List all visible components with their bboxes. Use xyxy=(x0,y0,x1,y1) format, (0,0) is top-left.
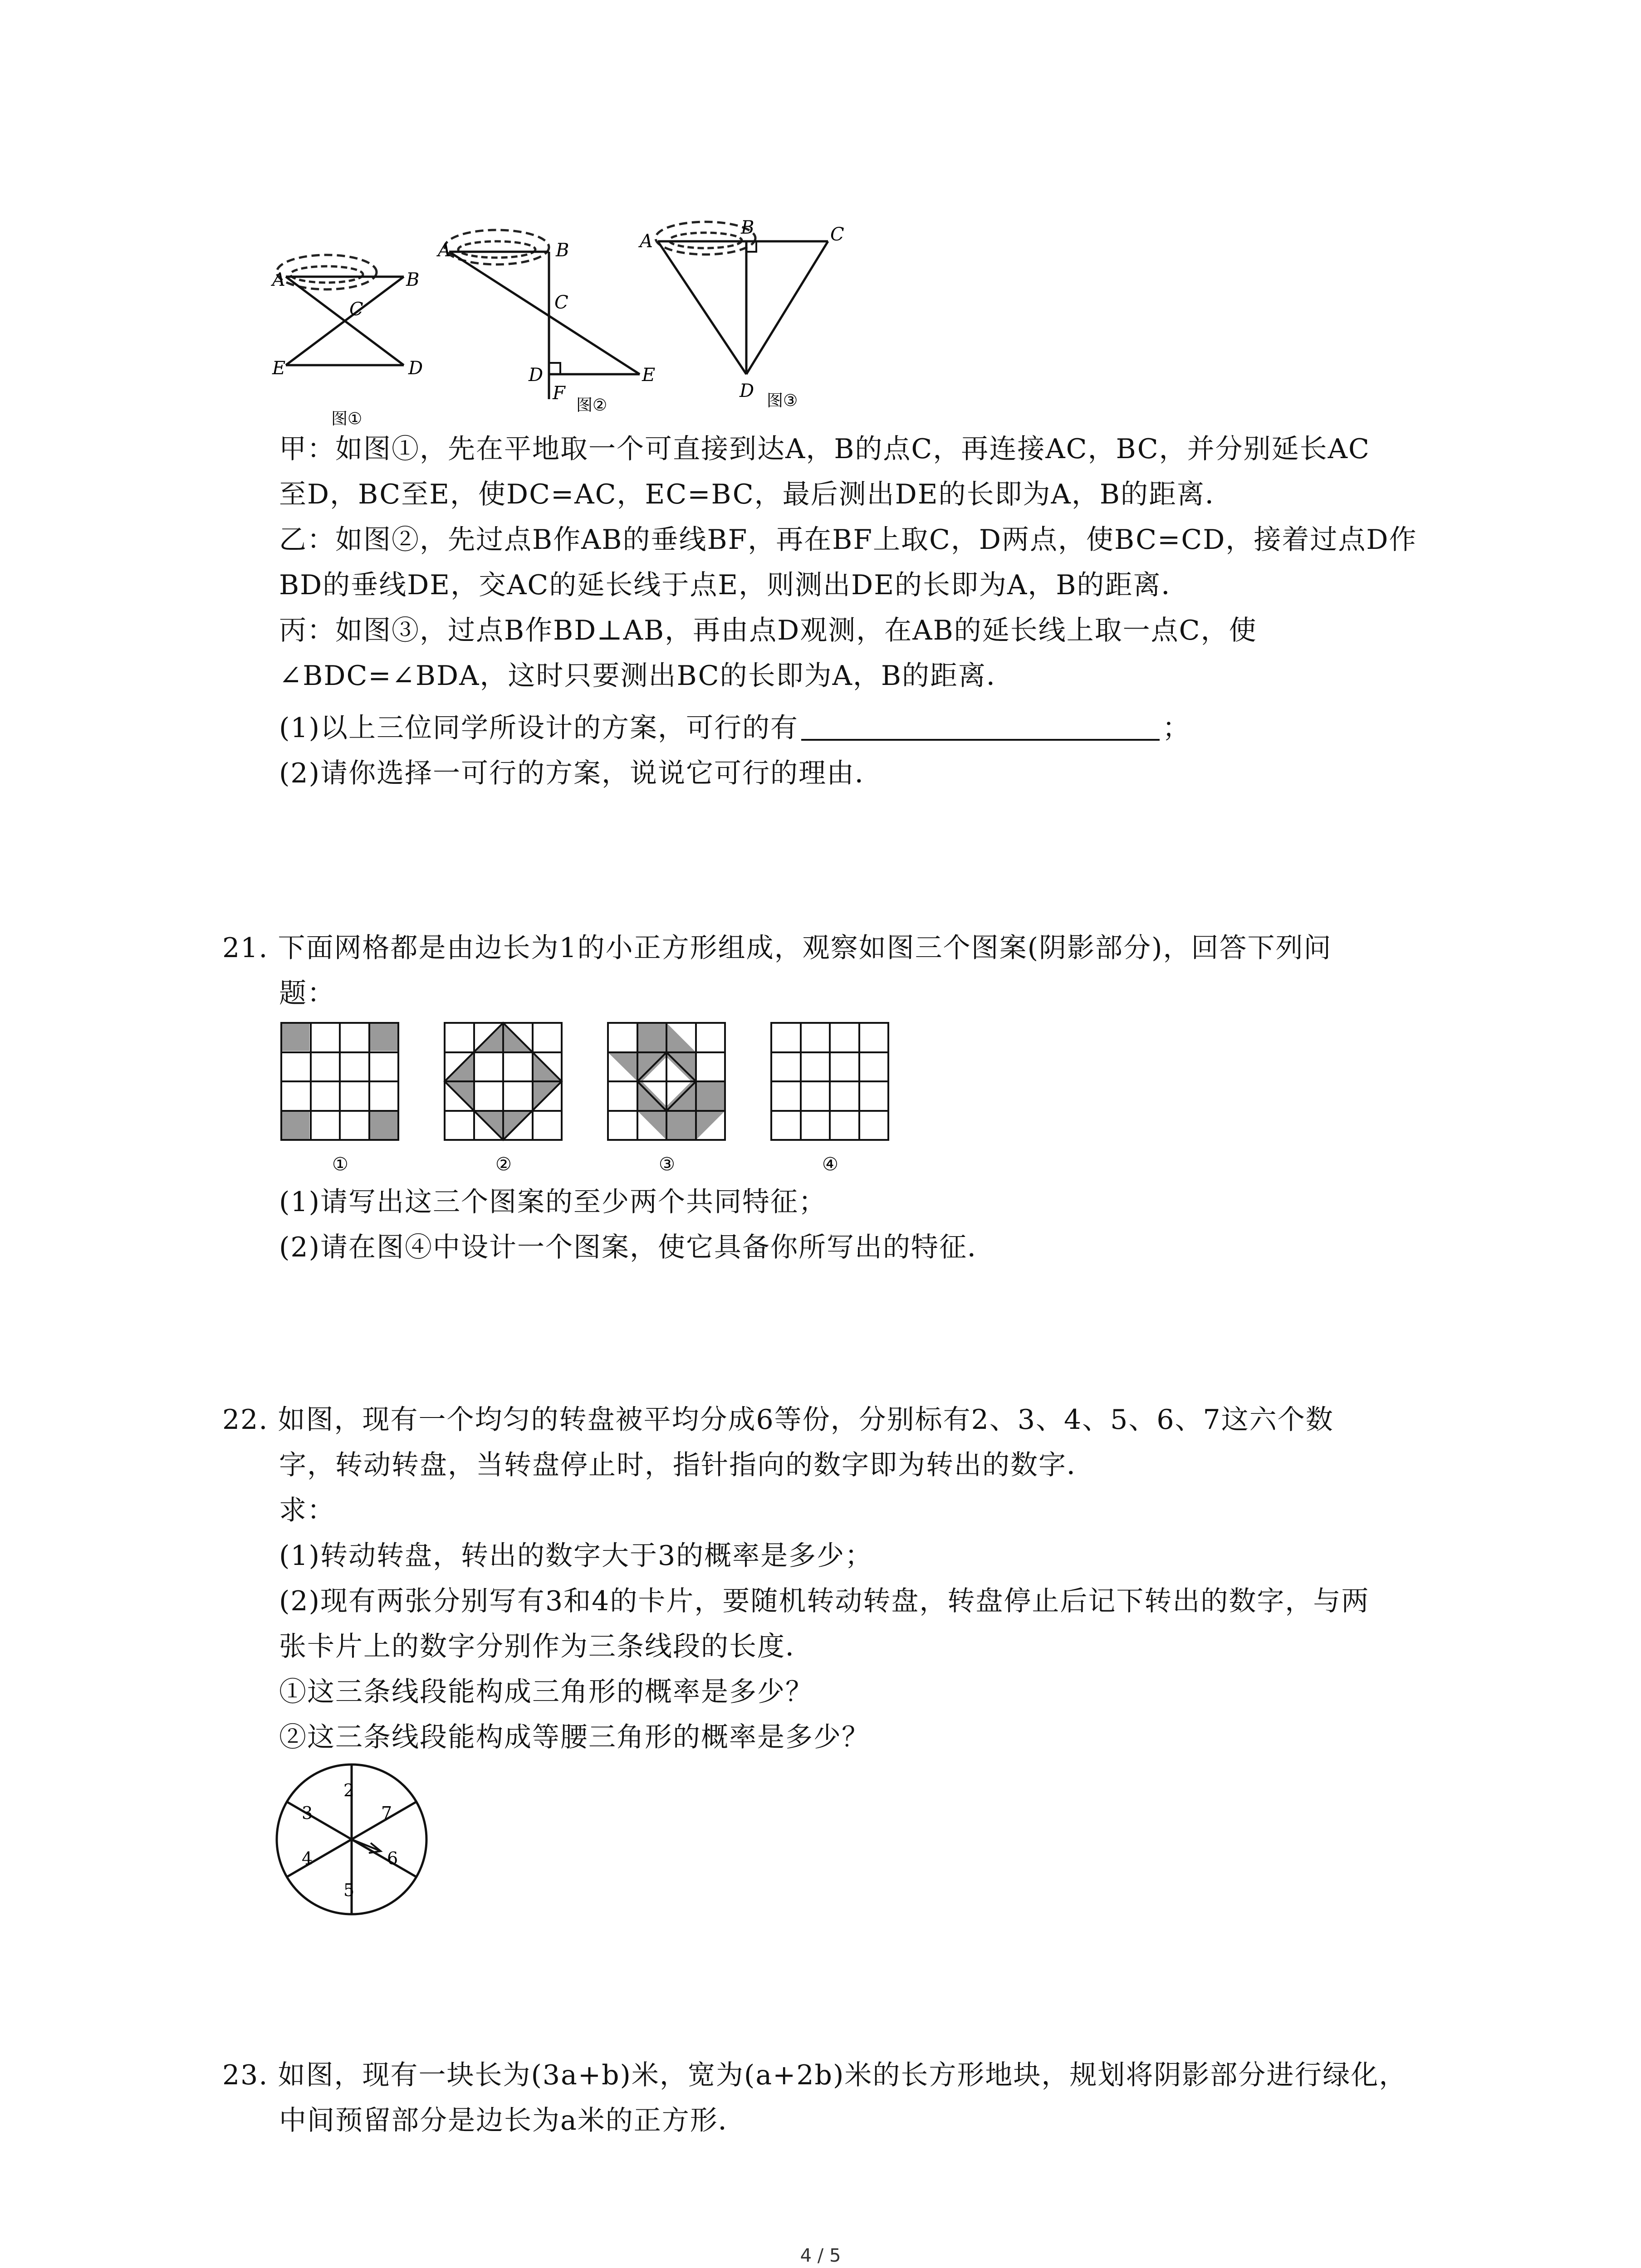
caption-fig-1: 图① xyxy=(331,410,362,428)
q20-line-2: 至D，BC至E，使DC=AC，EC=BC，最后测出DE的长即为A，B的距离． xyxy=(279,479,1233,510)
label-A: A xyxy=(640,231,653,252)
spinner-number-2: 2 xyxy=(343,1780,355,1800)
q22-line-6: 张卡片上的数字分别作为三条线段的长度． xyxy=(279,1631,813,1662)
q20-figure-2 xyxy=(436,222,671,426)
q21-sub-2: (2)请在图④中设计一个图案，使它具备你所写出的特征． xyxy=(279,1232,995,1263)
q21-caption-4: ④ xyxy=(822,1154,838,1175)
q21-sub-1: (1)请写出这三个图案的至少两个共同特征； xyxy=(279,1186,827,1218)
q20-line-5: 丙：如图③，过点B作BD⊥AB，再由点D观测，在AB的延长线上取一点C，使 xyxy=(279,615,1257,646)
q20-line-3: 乙：如图②，先过点B作AB的垂线BF，再在BF上取C，D两点，使BC=CD，接着过点D作 xyxy=(279,524,1417,556)
label-C: C xyxy=(349,299,363,320)
q22-line-4: (1)转动转盘，转出的数字大于3的概率是多少； xyxy=(279,1540,873,1572)
spinner-number-6: 6 xyxy=(387,1848,398,1868)
page-number: 4 / 5 xyxy=(800,2245,841,2266)
label-A: A xyxy=(272,269,285,290)
q21-caption-3: ③ xyxy=(659,1154,675,1175)
q22-line-1: 22. 如图，现有一个均匀的转盘被平均分成6等份，分别标有2、3、4、5、6、7这六个数 xyxy=(222,1404,1334,1436)
q22-line-7: ①这三条线段能构成三角形的概率是多少？ xyxy=(279,1676,813,1708)
q20-figure-1 xyxy=(272,240,422,431)
q22-line-2: 字，转动转盘，当转盘停止时，指针指向的数字即为转出的数字． xyxy=(279,1449,1095,1481)
label-E: E xyxy=(272,358,286,379)
label-B: B xyxy=(556,240,569,261)
label-B: B xyxy=(406,269,420,290)
q20-sub-1 xyxy=(279,710,1190,746)
q21-grid-4 xyxy=(771,1023,888,1140)
label-B: B xyxy=(741,217,754,238)
q21-line-1: 21. 下面网格都是由边长为1的小正方形组成，观察如图三个图案(阴影部分)，回答下列问 xyxy=(222,932,1332,964)
q20-sub-2: (2)请你选择一可行的方案，说说它可行的理由． xyxy=(279,758,883,789)
q21-grid-3 xyxy=(608,1023,725,1140)
q21-caption-1: ① xyxy=(332,1154,348,1175)
q20-sub-1-end: ； xyxy=(1162,712,1190,744)
q21-grid-1 xyxy=(281,1023,398,1140)
label-E: E xyxy=(642,365,656,386)
q23-line-1: 23. 如图，现有一块长为(3a+b)米，宽为(a+2b)米的长方形地块，规划将阴影部分进行绿化， xyxy=(222,2059,1407,2091)
label-D: D xyxy=(529,365,544,386)
q20-line-4: BD的垂线DE，交AC的延长线于点E，则测出DE的长即为A，B的距离． xyxy=(279,569,1190,601)
label-C: C xyxy=(830,224,844,245)
spinner-figure xyxy=(274,1762,438,1926)
label-D: D xyxy=(408,358,423,379)
q21-caption-2: ② xyxy=(495,1154,512,1175)
label-C: C xyxy=(554,292,568,313)
spinner-number-3: 3 xyxy=(302,1803,313,1823)
q21-line-2: 题： xyxy=(279,978,335,1009)
q20-line-6: ∠BDC=∠BDA，这时只要测出BC的长即为A，B的距离． xyxy=(279,660,1014,692)
q21-figures xyxy=(281,1023,907,1191)
q22-line-3: 求： xyxy=(279,1495,335,1526)
label-A: A xyxy=(438,240,451,261)
answer-blank[interactable] xyxy=(801,712,1160,741)
label-F: F xyxy=(553,383,565,404)
q21-grid-2 xyxy=(445,1023,562,1140)
q22-line-5: (2)现有两张分别写有3和4的卡片，要随机转动转盘，转盘停止后记下转出的数字，与两 xyxy=(279,1585,1370,1617)
q20-sub-1-text: (1)以上三位同学所设计的方案，可行的有 xyxy=(279,712,798,744)
spinner-number-4: 4 xyxy=(302,1848,313,1868)
q20-line-1: 甲：如图①，先在平地取一个可直接到达A，B的点C，再连接AC，BC，并分别延长AC xyxy=(279,433,1370,465)
q22-line-8: ②这三条线段能构成等腰三角形的概率是多少？ xyxy=(279,1721,870,1753)
q20-figure-3 xyxy=(637,213,873,417)
caption-fig-3: 图③ xyxy=(767,391,798,410)
spinner-number-5: 5 xyxy=(343,1880,355,1900)
caption-fig-2: 图② xyxy=(576,396,607,415)
label-D: D xyxy=(740,381,754,401)
spinner-number-7: 7 xyxy=(381,1803,392,1823)
q23-line-2: 中间预留部分是边长为a米的正方形． xyxy=(279,2105,746,2136)
